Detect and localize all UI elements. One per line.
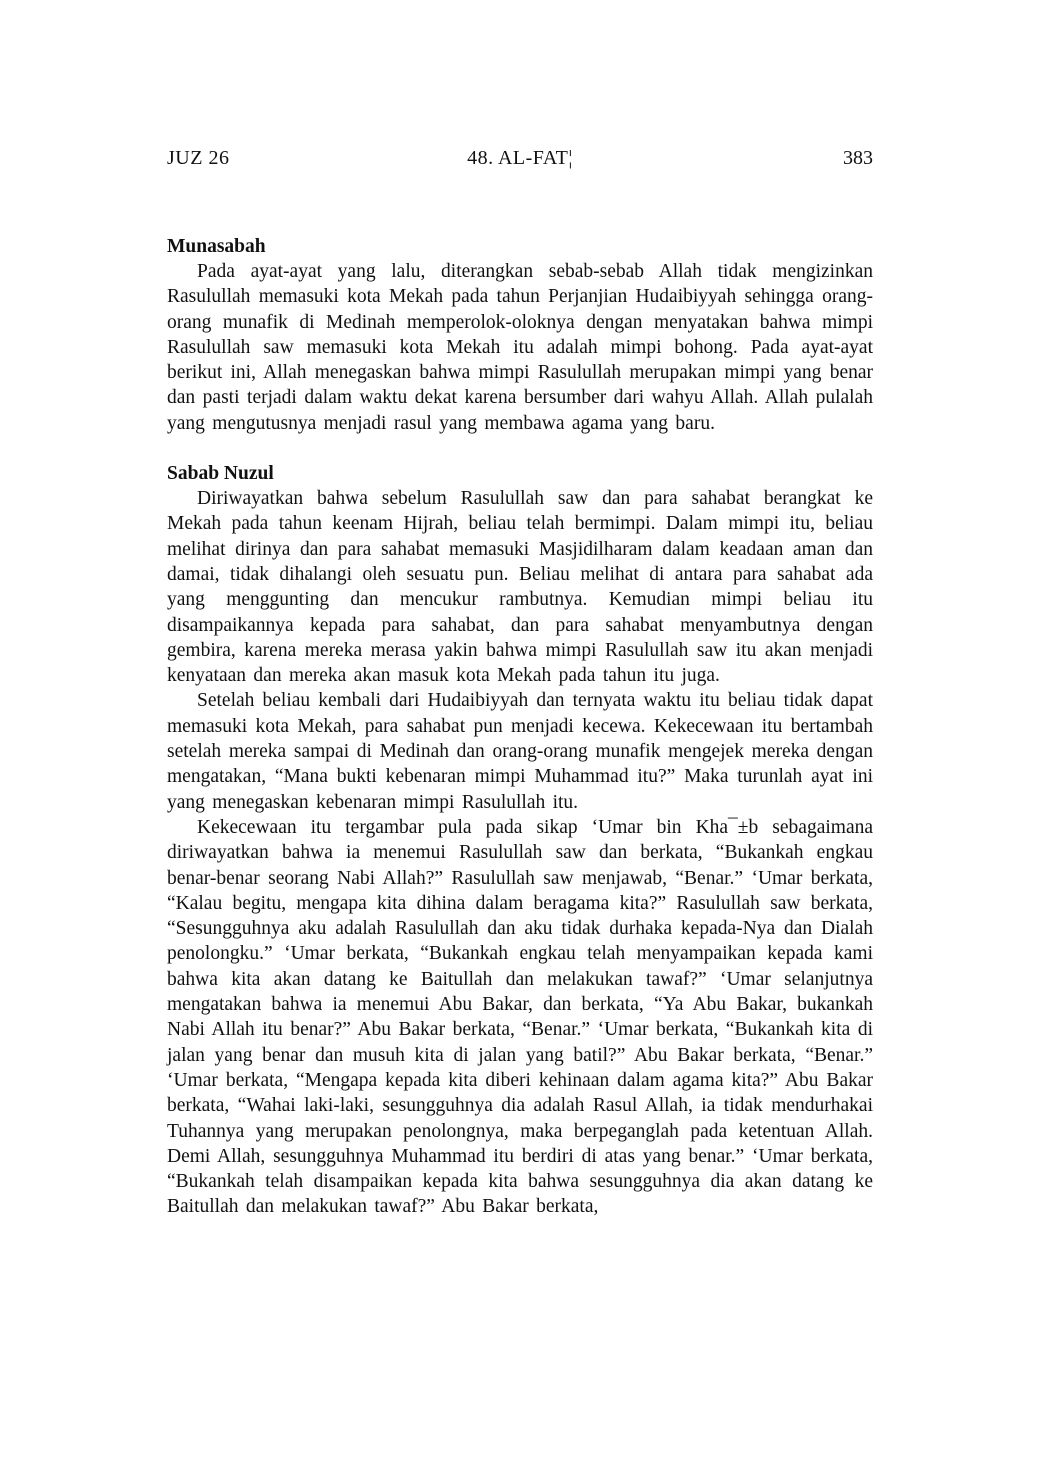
- surah-title: 48. AL-FAT¦: [467, 147, 573, 169]
- page-header: [167, 146, 873, 170]
- paragraph-sabab-nuzul-3: Kekecewaan itu tergambar pula pada sikap ‘Umar bin Kha¯±b sebagaimana diriwayatkan bahwa ia menemui Rasulullah saw dan berkata, “Bukankah engkau benar-benar seorang Nabi Allah?” Rasulullah saw menjawab, “Benar.” ‘Umar berkata, “Kalau begitu, mengapa kita dihina dalam beragama kita?” Rasulullah saw berkata, “Sesungguhnya aku adalah Rasulullah dan aku tidak durhaka kepada-Nya dan Dialah penolongku.” ‘Umar berkata, “Bukankah engkau telah menyampaikan kepada kami bahwa kita akan datang ke Baitullah dan melakukan tawaf?” ‘Umar selanjutnya mengatakan bahwa ia menemui Abu Bakar, dan berkata, “Ya Abu Bakar, bukankah Nabi Allah itu benar?” Abu Bakar berkata, “Benar.” ‘Umar berkata, “Bukankah kita di jalan yang benar dan musuh kita di jalan yang batil?” Abu Bakar berkata, “Benar.” ‘Umar berkata, “Mengapa kepada kita diberi kehinaan dalam agama kita?” Abu Bakar berkata, “Wahai laki-laki, sesungguhnya dia adalah Rasul Allah, ia tidak mendurhakai Tuhannya yang merupakan penolongnya, maka berpeganglah pada ketentuan Allah. Demi Allah, sesungguhnya Muhammad itu berdiri di atas yang benar.” ‘Umar berkata, “Bukankah telah disampaikan kepada kita bahwa sesungguhnya dia akan datang ke Baitullah dan melakukan tawaf?” Abu Bakar berkata,: [167, 816, 873, 1218]
- page-body: [167, 234, 873, 1220]
- section-heading-sabab-nuzul: Sabab Nuzul: [167, 463, 274, 485]
- paragraph-sabab-nuzul-1: Diriwayatkan bahwa sebelum Rasulullah saw dan para sahabat berangkat ke Mekah pada tahun keenam Hijrah, beliau telah bermimpi. Dalam mimpi itu, beliau melihat dirinya dan para sahabat memasuki Masjidilharam dalam keadaan aman dan damai, tidak dihalangi oleh sesuatu pun. Beliau melihat di antara para sahabat ada yang menggunting dan mencukur rambutnya. Kemudian mimpi beliau itu disampaikannya kepada para sahabat, dan para sahabat menyambutnya dengan gembira, karena mereka merasa yakin bahwa mimpi Rasulullah saw itu akan menjadi kenyataan dan mereka akan masuk kota Mekah pada tahun itu juga.: [167, 488, 873, 687]
- page-number: 383: [842, 147, 873, 169]
- section-heading-munasabah: Munasabah: [167, 236, 266, 257]
- paragraph-munasabah-1: Pada ayat-ayat yang lalu, diterangkan sebab-sebab Allah tidak mengizinkan Rasulullah memasuki kota Mekah pada tahun Perjanjian Hudaibiyyah sehingga orang-orang munafik di Medinah memperolok-oloknya dengan menyatakan bahwa mimpi Rasulullah saw memasuki kota Mekah itu adalah mimpi bohong. Pada ayat-ayat berikut ini, Allah menegaskan bahwa mimpi Rasulullah merupakan mimpi yang benar dan pasti terjadi dalam waktu dekat karena bersumber dari wahyu Allah. Allah pulalah yang mengutusnya menjadi rasul yang membawa agama yang baru.: [167, 261, 873, 434]
- section-sabab-nuzul: [167, 461, 873, 1220]
- paragraph-sabab-nuzul-2: Setelah beliau kembali dari Hudaibiyyah dan ternyata waktu itu beliau tidak dapat memasuki kota Mekah, para sahabat pun menjadi kecewa. Kekecewaan itu bertambah setelah mereka sampai di Medinah dan orang-orang munafik mengejek mereka dengan mengatakan, “Mana bukti kebenaran mimpi Muhammad itu?” Maka turunlah ayat ini yang menegaskan kebenaran mimpi Rasulullah itu.: [167, 690, 873, 813]
- juz-label: JUZ 26: [167, 147, 230, 169]
- section-munasabah: [167, 234, 873, 436]
